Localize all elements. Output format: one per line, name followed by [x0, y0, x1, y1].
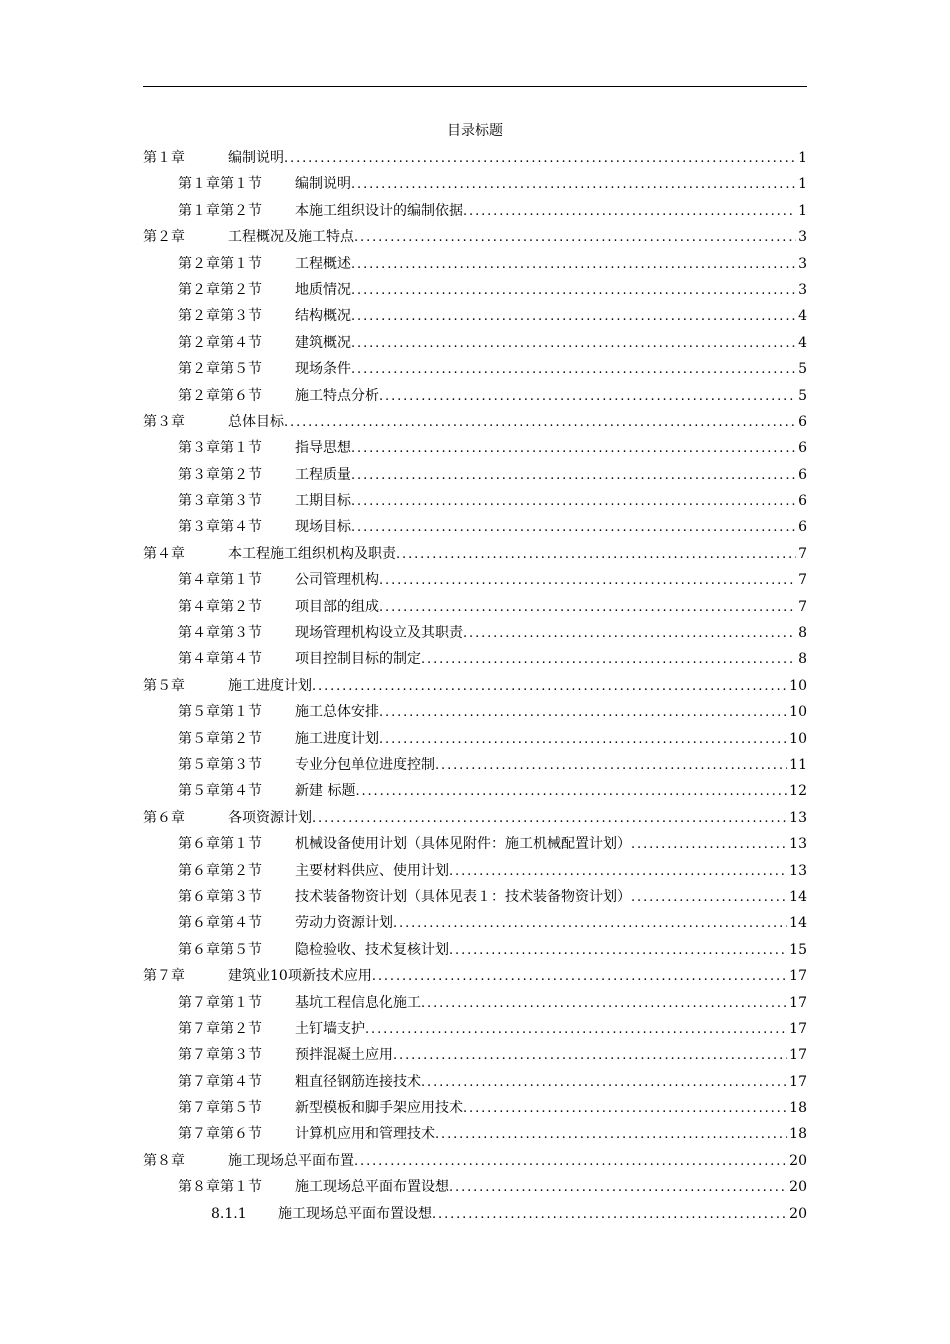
header-rule [143, 86, 807, 87]
toc-entry[interactable] [143, 435, 807, 461]
toc-leader-dots [449, 938, 787, 964]
toc-title: 目录标题 [447, 123, 503, 139]
table-of-contents [143, 145, 807, 1227]
toc-entry-title: 劳动力资源计划 [295, 915, 393, 932]
toc-leader-dots [372, 964, 787, 990]
toc-entry-page: 6 [798, 413, 807, 430]
toc-entry-number: 第７章第６节 [178, 1126, 262, 1143]
toc-entry-number: 第８章 [143, 1152, 185, 1169]
toc-leader-dots [354, 225, 796, 251]
toc-entry-page: 18 [789, 1126, 807, 1143]
toc-entry-title: 施工进度计划 [295, 730, 379, 747]
toc-leader-dots [351, 436, 796, 462]
toc-entry-title: 地质情况 [295, 281, 351, 298]
toc-entry-title: 土钉墙支护 [295, 1020, 365, 1037]
toc-leader-dots [351, 463, 796, 489]
toc-entry-title: 编制说明 [228, 150, 284, 166]
toc-entry-page: 10 [789, 704, 807, 721]
toc-entry-number: 第２章第６节 [178, 387, 262, 404]
toc-entry-page: 13 [789, 836, 807, 853]
toc-entry-number: 第５章第１节 [178, 704, 262, 721]
toc-entry-page: 17 [789, 968, 807, 985]
toc-entry-page: 3 [798, 281, 807, 298]
toc-entry[interactable] [143, 990, 807, 1016]
toc-entry-number: 第１章 [143, 150, 185, 166]
toc-entry-page: 5 [798, 361, 807, 378]
toc-entry-title: 施工特点分析 [295, 387, 379, 404]
toc-entry-page: 17 [789, 1073, 807, 1090]
toc-entry-title: 隐检验收、技术复核计划 [295, 941, 449, 958]
toc-entry-number: 第３章第３节 [178, 493, 262, 510]
toc-leader-dots [393, 911, 787, 937]
toc-leader-dots [393, 1043, 787, 1069]
toc-leader-dots [421, 991, 787, 1017]
toc-entry-number: 第２章第３节 [178, 308, 262, 325]
toc-entry-title: 粗直径钢筋连接技术 [295, 1073, 421, 1090]
toc-entry-number: 第５章第３节 [178, 756, 262, 773]
toc-entry[interactable] [143, 224, 807, 250]
toc-entry[interactable] [143, 462, 807, 488]
toc-entry[interactable] [143, 1095, 807, 1121]
toc-entry-page: 1 [798, 176, 807, 193]
toc-entry-page: 7 [798, 545, 807, 562]
toc-entry-number: 8.1.1 [211, 1205, 247, 1222]
toc-entry-number: 第３章第２节 [178, 466, 262, 483]
toc-entry-page: 17 [789, 994, 807, 1011]
toc-entry-title: 现场条件 [295, 361, 351, 378]
toc-entry[interactable] [143, 910, 807, 936]
toc-entry-title: 施工进度计划 [228, 677, 312, 694]
toc-entry-page: 15 [789, 941, 807, 958]
toc-leader-dots [379, 568, 796, 594]
toc-entry-page: 11 [789, 756, 807, 773]
toc-leader-dots [284, 410, 796, 436]
toc-entry[interactable] [143, 171, 807, 197]
toc-entry[interactable] [143, 1174, 807, 1200]
toc-entry[interactable] [143, 1042, 807, 1068]
toc-entry-number: 第３章 [143, 413, 185, 430]
toc-entry-page: 4 [798, 308, 807, 325]
toc-entry-page: 10 [789, 730, 807, 747]
toc-entry-page: 6 [798, 493, 807, 510]
toc-leader-dots [396, 542, 796, 568]
toc-leader-dots [379, 727, 787, 753]
toc-entry[interactable] [143, 1148, 807, 1174]
toc-entry-page: 20 [789, 1179, 807, 1196]
toc-entry-title: 新型模板和脚手架应用技术 [295, 1100, 463, 1117]
toc-entry-page: 13 [789, 862, 807, 879]
toc-entry[interactable] [143, 778, 807, 804]
toc-leader-dots [435, 753, 787, 779]
toc-entry-title: 工期目标 [295, 493, 351, 510]
toc-entry-number: 第４章第２节 [178, 598, 262, 615]
toc-entry-page: 4 [798, 334, 807, 351]
toc-entry-title: 现场管理机构设立及其职责 [295, 625, 463, 642]
toc-entry-number: 第４章 [143, 545, 185, 562]
toc-entry-title: 结构概况 [295, 308, 351, 325]
toc-entry[interactable] [143, 937, 807, 963]
toc-entry[interactable] [143, 145, 807, 171]
toc-leader-dots [449, 859, 787, 885]
toc-entry-title: 施工现场总平面布置设想 [295, 1179, 449, 1196]
toc-entry[interactable] [143, 1016, 807, 1042]
toc-entry-title: 建筑业10项新技术应用 [228, 968, 372, 985]
toc-leader-dots [463, 1096, 787, 1122]
toc-entry-page: 10 [789, 677, 807, 694]
toc-leader-dots [435, 1122, 787, 1148]
toc-entry-page: 3 [798, 229, 807, 246]
toc-entry-number: 第２章第１节 [178, 255, 262, 272]
toc-entry-title: 工程概况及施工特点 [228, 229, 354, 246]
toc-entry[interactable] [143, 699, 807, 725]
toc-entry-page: 3 [798, 255, 807, 272]
toc-entry-page: 7 [798, 572, 807, 589]
toc-leader-dots [284, 146, 796, 172]
toc-entry[interactable] [143, 831, 807, 857]
toc-entry-number: 第５章第４节 [178, 783, 262, 800]
toc-entry-number: 第６章第５节 [178, 941, 262, 958]
toc-entry-number: 第２章第２节 [178, 281, 262, 298]
toc-entry[interactable] [143, 594, 807, 620]
toc-leader-dots [354, 1149, 787, 1175]
toc-entry-number: 第２章第５节 [178, 361, 262, 378]
toc-entry-title: 现场目标 [295, 519, 351, 536]
toc-entry-title: 施工总体安排 [295, 704, 379, 721]
toc-entry-number: 第４章第１节 [178, 572, 262, 589]
toc-entry-title: 专业分包单位进度控制 [295, 756, 435, 773]
toc-leader-dots [355, 779, 787, 805]
toc-entry-title: 本工程施工组织机构及职责 [228, 545, 396, 562]
toc-entry[interactable] [143, 383, 807, 409]
toc-entry[interactable] [143, 251, 807, 277]
toc-entry[interactable] [143, 541, 807, 567]
toc-leader-dots [379, 700, 787, 726]
toc-leader-dots [351, 252, 796, 278]
toc-entry[interactable] [143, 303, 807, 329]
toc-entry-page: 12 [789, 783, 807, 800]
toc-entry-title: 本施工组织设计的编制依据 [295, 202, 463, 219]
toc-entry-title: 新建 标题 [295, 783, 356, 800]
toc-entry[interactable] [143, 805, 807, 831]
toc-entry-title: 工程质量 [295, 466, 351, 483]
toc-leader-dots [432, 1202, 787, 1228]
toc-entry-number: 第６章第３节 [178, 888, 262, 905]
toc-entry[interactable] [143, 356, 807, 382]
toc-entry-title: 基坑工程信息化施工 [295, 994, 421, 1011]
toc-leader-dots [312, 806, 787, 832]
toc-entry-number: 第７章第３节 [178, 1047, 262, 1064]
toc-leader-dots [631, 885, 787, 911]
toc-leader-dots [351, 515, 796, 541]
toc-entry-title: 各项资源计划 [228, 809, 312, 826]
toc-entry[interactable] [143, 514, 807, 540]
toc-entry-number: 第４章第４节 [178, 651, 262, 668]
toc-entry-page: 6 [798, 440, 807, 457]
toc-leader-dots [312, 674, 787, 700]
toc-entry[interactable] [143, 409, 807, 435]
toc-entry-number: 第７章第２节 [178, 1020, 262, 1037]
toc-entry-title: 机械设备使用计划（具体见附件：施工机械配置计划） [295, 836, 631, 853]
toc-entry[interactable] [143, 330, 807, 356]
toc-entry[interactable] [143, 198, 807, 224]
toc-entry-number: 第７章 [143, 968, 185, 985]
toc-entry-title: 编制说明 [295, 176, 351, 193]
toc-leader-dots [351, 172, 796, 198]
toc-entry-page: 6 [798, 519, 807, 536]
toc-entry[interactable] [143, 1201, 807, 1227]
toc-leader-dots [631, 832, 787, 858]
toc-entry-page: 20 [789, 1205, 807, 1222]
toc-entry[interactable] [143, 488, 807, 514]
toc-entry[interactable] [143, 752, 807, 778]
toc-entry-page: 6 [798, 466, 807, 483]
toc-entry[interactable] [143, 963, 807, 989]
toc-entry-number: 第６章第４节 [178, 915, 262, 932]
toc-entry-number: 第７章第５节 [178, 1100, 262, 1117]
toc-entry[interactable] [143, 884, 807, 910]
toc-leader-dots [351, 357, 796, 383]
toc-entry[interactable] [143, 646, 807, 672]
toc-entry-number: 第７章第４节 [178, 1073, 262, 1090]
toc-entry-title: 建筑概况 [295, 334, 351, 351]
toc-entry-page: 8 [798, 651, 807, 668]
toc-entry-number: 第７章第１节 [178, 994, 262, 1011]
toc-entry-title: 主要材料供应、使用计划 [295, 862, 449, 879]
toc-entry[interactable] [143, 726, 807, 752]
toc-leader-dots [421, 647, 796, 673]
toc-entry-number: 第２章 [143, 229, 185, 246]
toc-leader-dots [351, 331, 796, 357]
toc-entry-title: 工程概述 [295, 255, 351, 272]
toc-entry[interactable] [143, 858, 807, 884]
toc-entry-page: 1 [798, 150, 807, 166]
toc-entry[interactable] [143, 1069, 807, 1095]
toc-entry-page: 20 [789, 1152, 807, 1169]
toc-entry[interactable] [143, 620, 807, 646]
toc-leader-dots [421, 1070, 787, 1096]
toc-entry[interactable] [143, 277, 807, 303]
toc-entry-title: 公司管理机构 [295, 572, 379, 589]
toc-entry-page: 17 [789, 1047, 807, 1064]
toc-entry-number: 第１章第１节 [178, 176, 262, 193]
toc-entry[interactable] [143, 567, 807, 593]
toc-leader-dots [463, 621, 796, 647]
toc-leader-dots [351, 304, 796, 330]
toc-entry-number: 第６章第１节 [178, 836, 262, 853]
toc-entry-number: 第８章第１节 [178, 1179, 262, 1196]
toc-entry-title: 预拌混凝土应用 [295, 1047, 393, 1064]
toc-entry-number: 第６章第２节 [178, 862, 262, 879]
toc-entry-page: 14 [789, 915, 807, 932]
toc-entry-number: 第６章 [143, 809, 185, 826]
toc-entry-page: 17 [789, 1020, 807, 1037]
toc-leader-dots [351, 489, 796, 515]
toc-entry-title: 施工现场总平面布置设想 [278, 1205, 432, 1222]
toc-leader-dots [379, 384, 796, 410]
toc-entry-page: 14 [789, 888, 807, 905]
toc-entry-title: 总体目标 [228, 413, 284, 430]
toc-leader-dots [463, 199, 796, 225]
toc-leader-dots [365, 1017, 787, 1043]
toc-leader-dots [379, 595, 796, 621]
toc-entry-title: 技术装备物资计划（具体见表１：技术装备物资计划） [295, 888, 631, 905]
toc-leader-dots [449, 1175, 787, 1201]
toc-entry-number: 第２章第４节 [178, 334, 262, 351]
toc-entry-page: 8 [798, 625, 807, 642]
toc-entry-number: 第５章 [143, 677, 185, 694]
toc-entry-number: 第５章第２节 [178, 730, 262, 747]
toc-entry-title: 项目部的组成 [295, 598, 379, 615]
toc-entry[interactable] [143, 1121, 807, 1147]
toc-entry-title: 指导思想 [295, 440, 351, 457]
toc-entry-title: 项目控制目标的制定 [295, 651, 421, 668]
toc-entry-number: 第３章第１节 [178, 440, 262, 457]
toc-entry-page: 5 [798, 387, 807, 404]
toc-entry-number: 第４章第３节 [178, 625, 262, 642]
toc-entry-number: 第３章第４节 [178, 519, 262, 536]
toc-entry-page: 7 [798, 598, 807, 615]
toc-entry-page: 13 [789, 809, 807, 826]
toc-leader-dots [351, 278, 796, 304]
toc-entry-title: 计算机应用和管理技术 [295, 1126, 435, 1143]
toc-entry-page: 18 [789, 1100, 807, 1117]
toc-entry-number: 第１章第２节 [178, 202, 262, 219]
toc-entry-page: 1 [798, 202, 807, 219]
toc-entry[interactable] [143, 673, 807, 699]
toc-entry-title: 施工现场总平面布置 [228, 1152, 354, 1169]
